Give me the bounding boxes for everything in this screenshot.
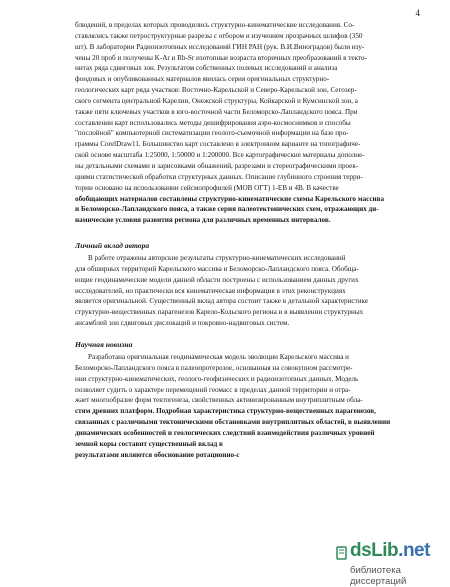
text-line: ставлялись также петроструктурные разрезы с отбором и изучением прозрачных шлифов (350: [75, 31, 363, 40]
text-line: фондовых и опубликованных материалов явилась серия оригинальных структурно-: [75, 75, 330, 84]
heading-scientific-novelty: Научная новизна: [75, 340, 133, 349]
text-line: чены 20 проб и получены K-Ar и Rb-Sr изотопные возраста вторичных преобразований в текто-: [75, 53, 367, 62]
text-line: ского сегмента центральной Карелии, Онежской структуры, Койкарской и Кумсинской зон, а: [75, 96, 358, 105]
text-line: исследователей, но практически вся кинематическая информация в этих реконструкциях: [75, 286, 346, 295]
text-line: ансамблей зон сдвиговых дислокаций и покровно-надвиговых систем.: [75, 319, 290, 328]
text-line: блюдений, в пределах которых проводились структурно-кинематические исследования. Со-: [75, 21, 355, 29]
text-line: геологических карт ряда участков: Восточно-Карельской и Северо-Карельской зон, Сегозер-: [75, 86, 357, 95]
personal-contribution-paragraph: [75, 253, 420, 329]
page-number: 4: [415, 8, 420, 18]
text-line: позволяет судить о характере перемещений геомасс в пределах данной территории и отра-: [75, 385, 351, 394]
text-line: граммы CorelDraw11. Большинство карт составлено в электронном варианте на топографиче-: [75, 140, 361, 149]
text-line: тории основано на использовании сейсмопрофилей (МОВ ОГТ) 1-ЕВ и 4В. В качестве: [75, 183, 339, 192]
text-line: Разработана оригинальная геодинамическая модель эволюции Карельского массива и: [88, 353, 349, 361]
text-line: нии структурно-кинематических, геолого-геофизических и радиоизотопных данных. Модель: [75, 374, 359, 383]
text-line: связанных с различными тектоническими обстановками внутриплитных областей, в выявлении: [75, 418, 391, 427]
text-line: шт). В лаборатории Радиоизотопных исследований ГИН РАН (рук. В.И.Виноградов) были изу-: [75, 42, 365, 51]
scientific-novelty-paragraph: [75, 352, 420, 460]
text-line: стям древних платформ. Подробная характеристика структурно-вещественных парагенезов,: [75, 407, 376, 416]
text-line: циями статистической обработки структурных данных. Описание глубинного строения терри-: [75, 172, 363, 181]
text-line: результатами являются обоснование ротационно-с: [75, 450, 240, 459]
text-line: намические условия развития региона для различных временных интервалов.: [75, 216, 331, 225]
text-line: составлении карт использовались методы дешифрирования аэро-космоснимков и способы: [75, 118, 351, 127]
text-line: ющие геодинамические модели данной области построены с использованием данных других: [75, 275, 359, 284]
intro-paragraph: [75, 20, 420, 226]
text-line: динамических особенностей и геологических следствий взаимодействия различных уровней: [75, 428, 375, 437]
text-line: ны детальными схемами и зарисовками обнажений, разрезами и стереографическими проек-: [75, 161, 359, 170]
watermark-logo-tld: .net: [398, 540, 430, 561]
text-line: обобщающих материалов составлены структурно-кинематические схемы Карельского массива: [75, 194, 385, 203]
text-line: "послойной" компьютерной систематизации геолого-съемочной информации на базе про-: [75, 129, 349, 138]
text-line: также пяти ключевых участков в юго-восточной части Беломорско-Лапландского пояса. При: [75, 107, 358, 116]
text-line: В работе отражены авторские результаты структурно-кинематических исследований: [88, 254, 346, 262]
text-line: земной коры составит существенный вклад в: [75, 439, 223, 448]
book-icon: [336, 546, 348, 560]
watermark-logo: [350, 540, 430, 562]
text-line: Беломорско-Лапландского пояса в палеопротерозое, основанная на совокупном рассмотре-: [75, 363, 353, 372]
text-line: и Беломорско-Лапландского пояса, а также серия палеотектонических схем, отражающих ди-: [75, 205, 379, 214]
text-line: жает многообразие форм тектогенеза, свойственных активизированным внутриплитным обла-: [75, 396, 363, 405]
text-line: для обширных территорий Карельского массива и Беломорско-Лапландского пояса. Обобща-: [75, 264, 359, 273]
heading-personal-contribution: Личный вклад автора: [75, 241, 150, 250]
text-line: структурно-вещественных парагенезов Карело-Кольского региона и в выявлении структурных: [75, 308, 364, 317]
text-line: ской основе масштаба 1:25000, 1:50000 и 1:200000. Все картографические материалы дополне-: [75, 151, 365, 160]
dslib-watermark: [336, 540, 450, 587]
text-line: является оригинальной. Существенный вклад автора состоит также в детальной характеристике: [75, 297, 368, 306]
text-line: нитах ряда сдвиговых зон. Результатом собственных полевых исследований и анализа: [75, 64, 338, 73]
watermark-logo-main: dsLib: [350, 540, 399, 561]
watermark-subtitle: библиотека диссертаций: [350, 565, 407, 587]
